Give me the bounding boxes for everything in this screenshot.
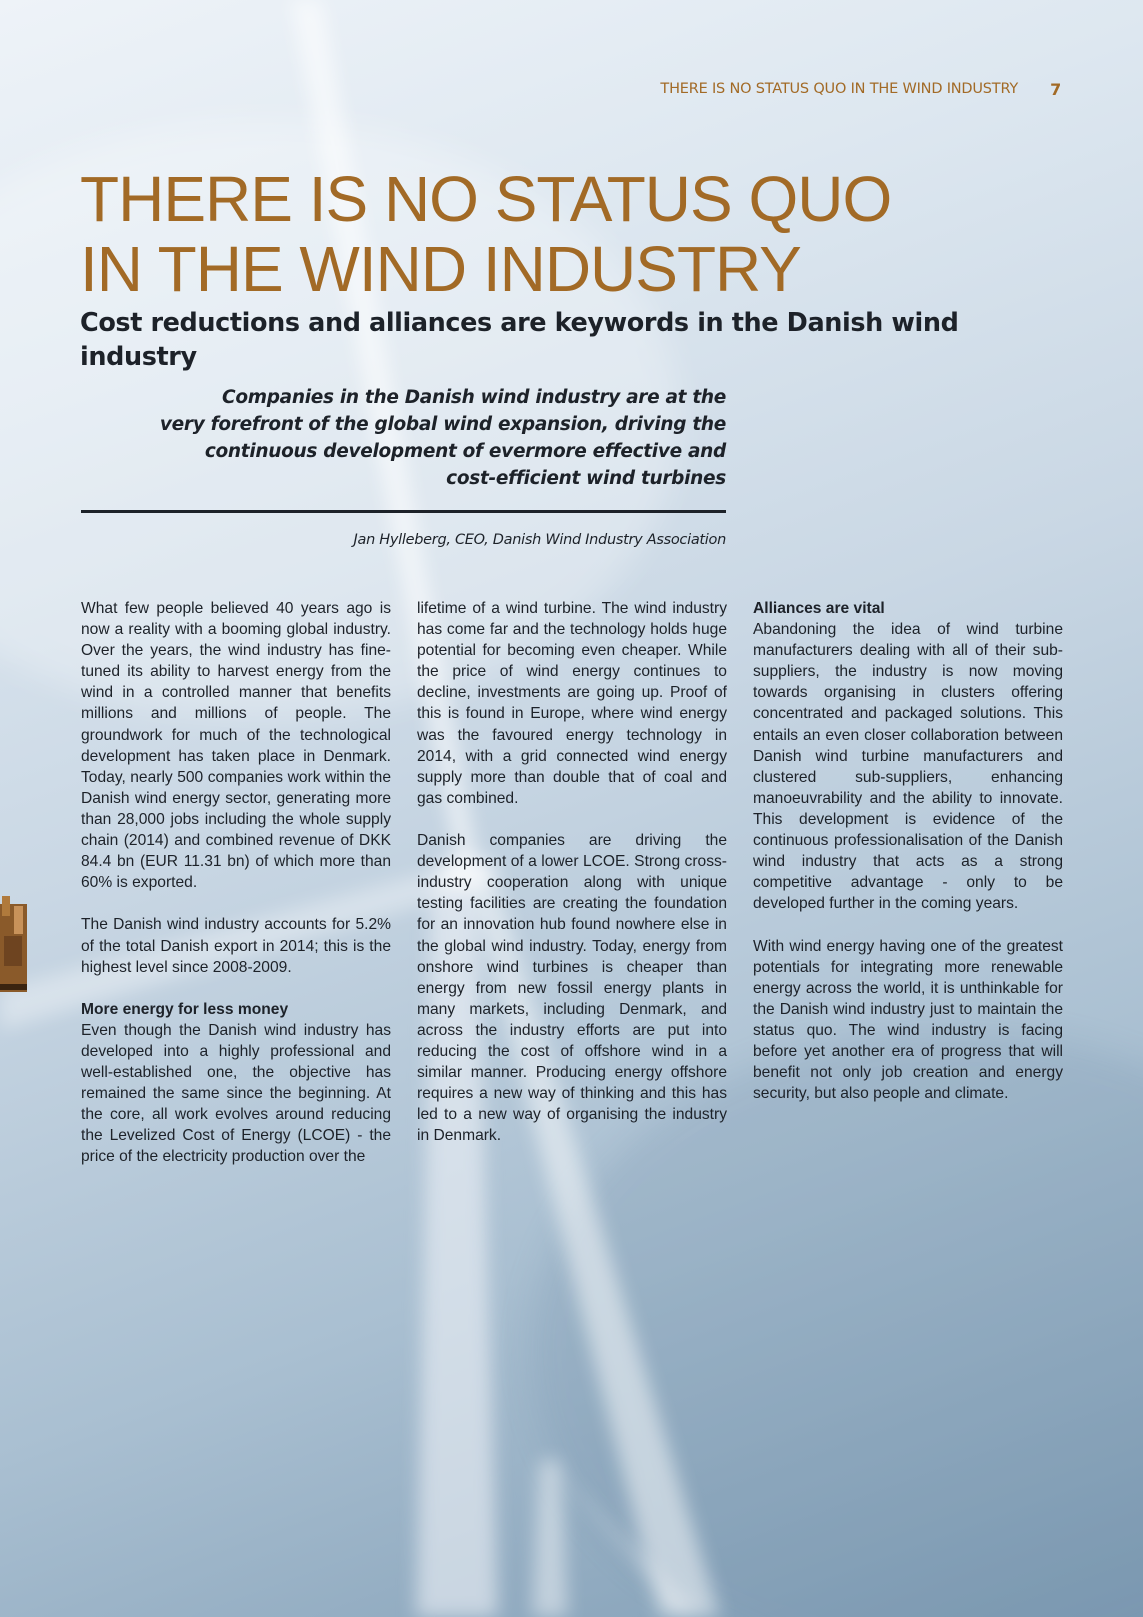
lead-line: cost-efficient wind turbines [446, 468, 726, 489]
divider-rule [81, 510, 726, 513]
lead-line: very forefront of the global wind expansion, driving the [159, 414, 726, 435]
byline: Jan Hylleberg, CEO, Danish Wind Industry Association [353, 532, 726, 548]
running-title: THERE IS NO STATUS QUO IN THE WIND INDUSTRY [660, 81, 1019, 97]
section-heading: More energy for less money [81, 1000, 289, 1018]
title-line-2: IN THE WIND INDUSTRY [80, 233, 801, 305]
page-title [80, 164, 980, 304]
paragraph: Abandoning the idea of wind turbine manufacturers dealing with all of their sub-suppliers, the industry is now moving towards organising in clusters offering concentrated and packaged solutions. This entails an even closer collaboration between Danish wind turbine manufacturers and clustered sub-suppliers, enhancing manoeuvrability and the ability to innovate. This development is evidence of the continuous professionalisation of the Danish wind industry that acts as a strong competitive advantage - only to be developed further in the coming years. [753, 621, 1063, 913]
paragraph: What few people believed 40 years ago is now a reality with a booming global industry. Over the years, the wind industry has fine-tuned its ability to harvest energy from the wind in a controlled manner that benefits millions and millions of people. The groundwork for much of the technological development has taken place in Denmark. Today, nearly 500 companies work within the Danish wind energy sector, generating more than 28,000 jobs including the whole supply chain (2014) and combined revenue of DKK 84.4 bn (EUR 11.31 bn) of which more than 60% is exported. [81, 600, 391, 892]
paragraph: Danish companies are driving the development of a lower LCOE. Strong cross-industry cooperation along with unique testing facilities are creating the foundation for an innovation hub found nowhere else in the global wind industry. Today, energy from onshore wind turbines is cheaper than energy from new fossil energy plants in many markets, including Denmark, and across the industry efforts are put into reducing the cost of offshore wind in a similar manner. Producing energy offshore requires a new way of thinking and this has led to a new way of organising the industry in Denmark. [417, 832, 727, 1145]
lead-quote [80, 384, 726, 492]
body-column-1 [81, 598, 391, 1189]
running-header [660, 78, 1061, 100]
section-heading: Alliances are vital [753, 600, 885, 617]
paragraph: The Danish wind industry accounts for 5.2% of the total Danish export in 2014; this is the highest level since 2008-2009. [81, 916, 391, 976]
paragraph: Even though the Danish wind industry has developed into a highly professional and well-established one, the objective has remained the same since the beginning. At the core, all work evolves around reducing the Levelized Cost of Energy (LCOE) - the price of the electricity production over the [81, 1021, 391, 1166]
body-column-2 [417, 598, 727, 1168]
body-column-3 [753, 598, 1063, 1125]
subtitle: Cost reductions and alliances are keywords in the Danish wind industry [80, 308, 959, 372]
lead-line: continuous development of evermore effective and [204, 441, 726, 462]
paragraph: lifetime of a wind turbine. The wind industry has come far and the technology holds huge potential for becoming even cheaper. While the price of wind energy continues to decline, investments are going up. Proof of this is found in Europe, where wind energy was the favoured energy technology in 2014, with a grid connected wind energy supply more than double that of coal and gas combined. [417, 600, 727, 807]
page-number: 7 [1050, 79, 1061, 99]
partial-object-image [0, 896, 27, 996]
title-line-1: THERE IS NO STATUS QUO [80, 163, 892, 235]
lead-line: Companies in the Danish wind industry are at the [222, 387, 726, 408]
paragraph: With wind energy having one of the greatest potentials for integrating more renewable energy across the world, it is unthinkable for the Danish wind industry just to maintain the status quo. The wind industry is facing before yet another era of progress that will benefit not only job creation and energy security, but also people and climate. [753, 937, 1063, 1103]
